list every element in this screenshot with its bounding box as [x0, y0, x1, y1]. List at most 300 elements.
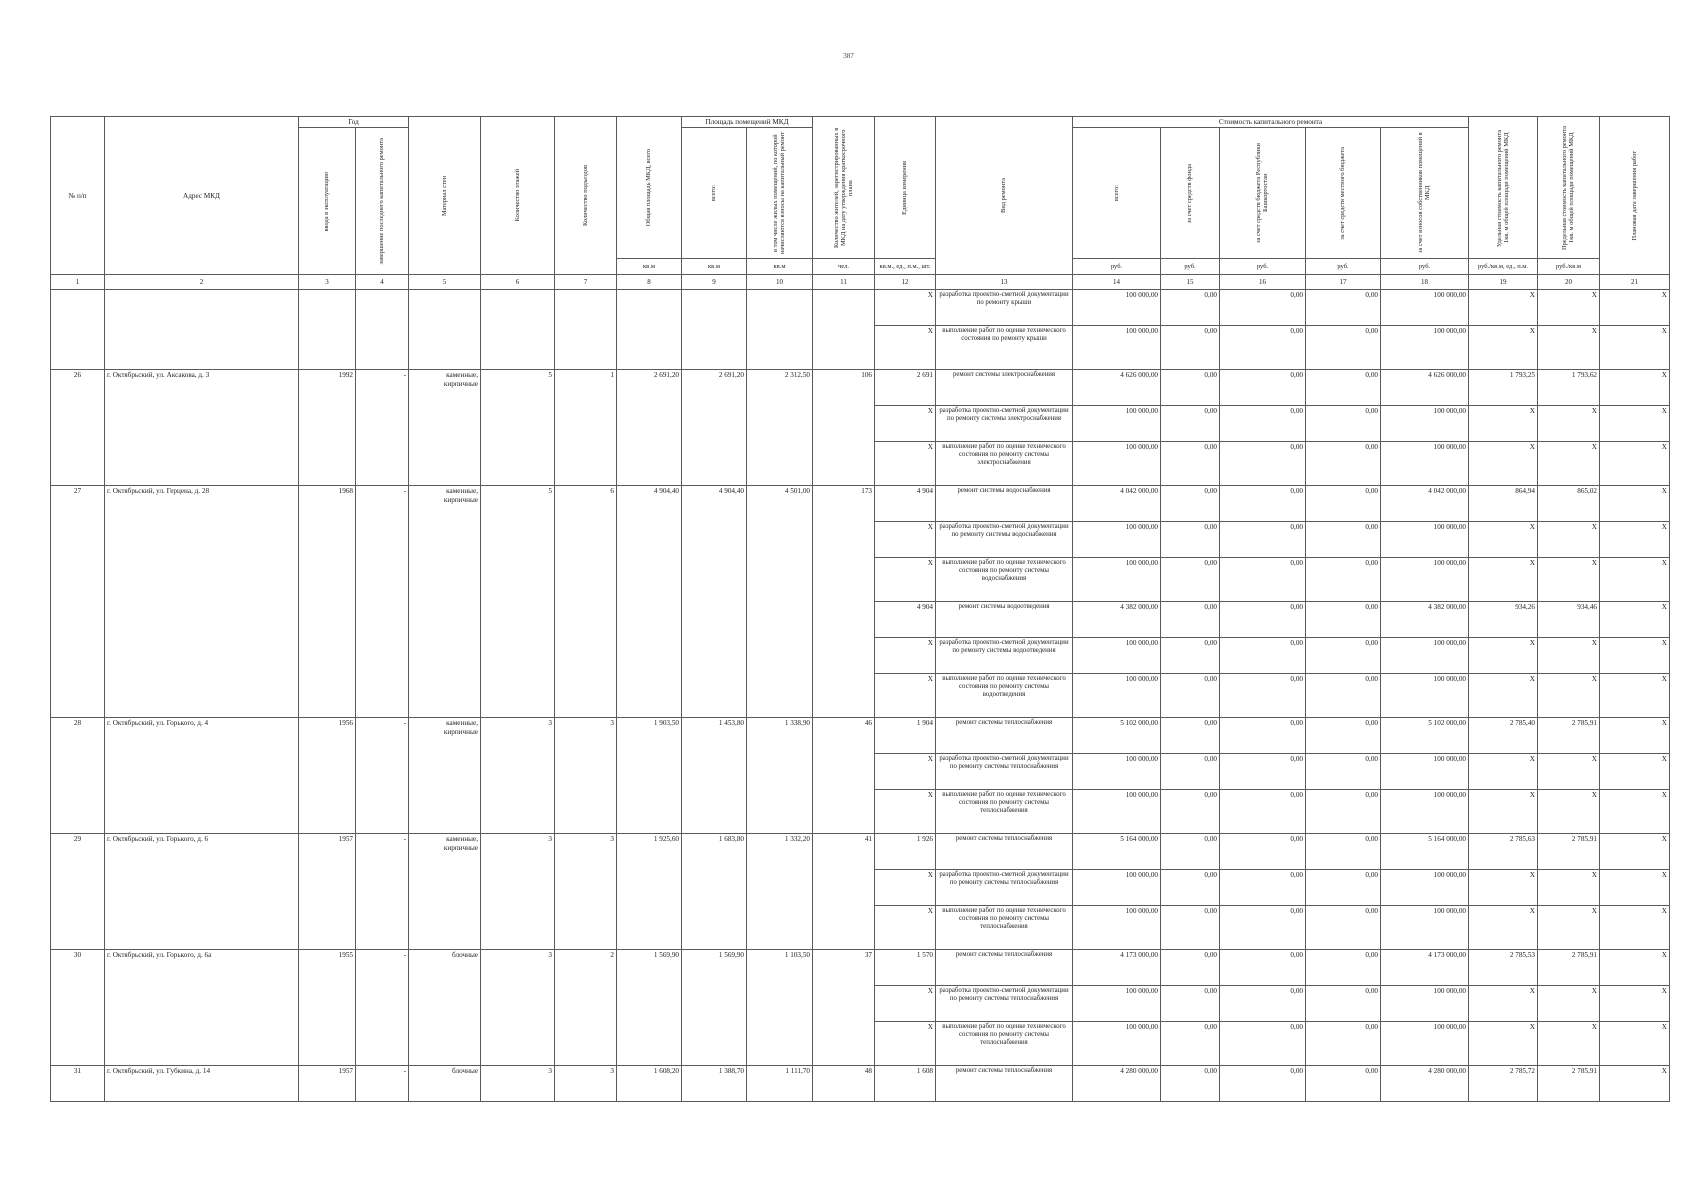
premises-area-fund-cell	[747, 290, 813, 370]
cost-local-cell: 0,00	[1306, 754, 1381, 790]
cost-fund-cell: 0,00	[1161, 1066, 1220, 1102]
unit-cost-cell: 2 785,53	[1469, 950, 1538, 986]
floors-cell: 3	[481, 718, 555, 834]
col-number: 12	[875, 275, 936, 290]
col-number: 2	[105, 275, 299, 290]
col-number: 21	[1600, 275, 1670, 290]
residents-cell: 37	[813, 950, 875, 1066]
entrances-cell: 2	[555, 950, 617, 1066]
col-number: 7	[555, 275, 617, 290]
unit-measures: кв.м., ед., п.м., шт.	[875, 259, 936, 275]
unit-cost-cell: 934,26	[1469, 602, 1538, 638]
entrances-cell: 1	[555, 370, 617, 486]
cost-fund-cell: 0,00	[1161, 718, 1220, 754]
col-work-type-header: Вид ремонта	[936, 117, 1073, 275]
cost-local-cell: 0,00	[1306, 1022, 1381, 1066]
total-area-cell: 2 691,20	[617, 370, 682, 486]
unit-volume-cell: X	[875, 522, 936, 558]
cost-republic-cell: 0,00	[1220, 986, 1306, 1022]
cost-republic-cell: 0,00	[1220, 754, 1306, 790]
deadline-cell: X	[1600, 718, 1670, 754]
unit-volume-cell: X	[875, 290, 936, 326]
premises-area-fund-cell: 1 103,50	[747, 950, 813, 1066]
year-last-repair-cell: -	[356, 834, 409, 950]
unit-volume-cell: X	[875, 790, 936, 834]
cost-republic-cell: 0,00	[1220, 718, 1306, 754]
deadline-cell: X	[1600, 754, 1670, 790]
col-number: 3	[299, 275, 356, 290]
residents-cell: 46	[813, 718, 875, 834]
work-type-cell: разработка проектно-сметной документации по ремонту системы электроснабжения	[936, 406, 1073, 442]
cost-republic-cell: 0,00	[1220, 870, 1306, 906]
cost-republic-cell: 0,00	[1220, 834, 1306, 870]
cost-owners-cell: 100 000,00	[1381, 290, 1469, 326]
cost-total-cell: 4 626 000,00	[1073, 370, 1161, 406]
cost-owners-cell: 100 000,00	[1381, 674, 1469, 718]
cost-republic-cell: 0,00	[1220, 370, 1306, 406]
cost-fund-cell: 0,00	[1161, 1022, 1220, 1066]
max-cost-cell: X	[1538, 986, 1600, 1022]
cost-total-cell: 100 000,00	[1073, 638, 1161, 674]
cost-owners-cell: 100 000,00	[1381, 906, 1469, 950]
year-commission-cell: 1957	[299, 834, 356, 950]
col-number: 15	[1161, 275, 1220, 290]
floors-cell: 5	[481, 370, 555, 486]
unit-cost-cell: X	[1469, 558, 1538, 602]
deadline-cell: X	[1600, 790, 1670, 834]
max-cost-cell: 2 785,91	[1538, 1066, 1600, 1102]
wall-material-cell: каменные, кирпичные	[409, 486, 481, 718]
work-type-cell: ремонт системы теплоснабжения	[936, 834, 1073, 870]
year-last-repair-cell: -	[356, 1066, 409, 1102]
cost-local-cell: 0,00	[1306, 442, 1381, 486]
unit-rub: руб.	[1161, 259, 1220, 275]
cost-owners-cell: 100 000,00	[1381, 406, 1469, 442]
work-type-cell: выполнение работ по оценке технического состояния по ремонту системы электроснабжения	[936, 442, 1073, 486]
floors-cell: 3	[481, 834, 555, 950]
floors-cell: 3	[481, 950, 555, 1066]
work-type-cell: ремонт системы электроснабжения	[936, 370, 1073, 406]
page-number: 387	[843, 52, 854, 60]
cost-fund-cell: 0,00	[1161, 674, 1220, 718]
address-cell	[105, 290, 299, 370]
cost-fund-cell: 0,00	[1161, 370, 1220, 406]
unit-rub: руб.	[1306, 259, 1381, 275]
floors-cell: 5	[481, 486, 555, 718]
total-area-cell: 4 904,40	[617, 486, 682, 718]
work-type-cell: выполнение работ по оценке технического состояния по ремонту крыши	[936, 326, 1073, 370]
address-cell: г. Октябрьский, ул. Горького, д. 6	[105, 834, 299, 950]
col-number: 8	[617, 275, 682, 290]
cost-total-cell: 100 000,00	[1073, 442, 1161, 486]
premises-area-fund-cell: 1 338,90	[747, 718, 813, 834]
cost-total-cell: 4 173 000,00	[1073, 950, 1161, 986]
work-type-cell: разработка проектно-сметной документации по ремонту системы водоотведения	[936, 638, 1073, 674]
col-max-cost-header: Предельная стоимость капитального ремонта 1кв. м общей площади помещений МКД	[1538, 117, 1600, 259]
cost-local-cell: 0,00	[1306, 406, 1381, 442]
deadline-cell: X	[1600, 326, 1670, 370]
cost-local-cell: 0,00	[1306, 870, 1381, 906]
cost-local-cell: 0,00	[1306, 522, 1381, 558]
cost-owners-cell: 100 000,00	[1381, 754, 1469, 790]
total-area-cell: 1 925,60	[617, 834, 682, 950]
cost-local-cell: 0,00	[1306, 370, 1381, 406]
cost-total-cell: 100 000,00	[1073, 558, 1161, 602]
unit-cost-cell: X	[1469, 754, 1538, 790]
row-number-cell	[51, 290, 105, 370]
unit-cost-cell: X	[1469, 906, 1538, 950]
cost-fund-cell: 0,00	[1161, 950, 1220, 986]
cost-total-cell: 100 000,00	[1073, 754, 1161, 790]
col-fund-header: за счет средств фонда	[1161, 128, 1220, 259]
col-number: 1	[51, 275, 105, 290]
unit-cost-cell: 864,94	[1469, 486, 1538, 522]
work-type-cell: разработка проектно-сметной документации по ремонту крыши	[936, 290, 1073, 326]
cost-owners-cell: 100 000,00	[1381, 790, 1469, 834]
col-number: 17	[1306, 275, 1381, 290]
entrances-cell: 3	[555, 718, 617, 834]
unit-volume-cell: 1 904	[875, 718, 936, 754]
col-address-header: Адрес МКД	[105, 117, 299, 275]
unit-volume-cell: X	[875, 442, 936, 486]
unit-cost-cell: 2 785,40	[1469, 718, 1538, 754]
deadline-cell: X	[1600, 406, 1670, 442]
cost-total-cell: 100 000,00	[1073, 906, 1161, 950]
unit-volume-cell: 4 904	[875, 602, 936, 638]
cost-total-cell: 4 280 000,00	[1073, 1066, 1161, 1102]
cost-owners-cell: 4 042 000,00	[1381, 486, 1469, 522]
year-last-repair-cell: -	[356, 718, 409, 834]
unit-cost-cell: X	[1469, 522, 1538, 558]
work-type-cell: ремонт системы водоотведения	[936, 602, 1073, 638]
deadline-cell: X	[1600, 486, 1670, 522]
max-cost-cell: 1 793,62	[1538, 370, 1600, 406]
max-cost-cell: X	[1538, 754, 1600, 790]
cost-owners-cell: 100 000,00	[1381, 1022, 1469, 1066]
unit-sqm: кв.м	[747, 259, 813, 275]
premises-area-cell: 1 683,80	[682, 834, 747, 950]
cost-local-cell: 0,00	[1306, 834, 1381, 870]
residents-cell: 106	[813, 370, 875, 486]
unit-volume-cell: 1 570	[875, 950, 936, 986]
cost-owners-cell: 100 000,00	[1381, 442, 1469, 486]
table-row	[51, 1066, 1670, 1102]
floors-cell: 3	[481, 1066, 555, 1102]
unit-sqm: кв.м	[617, 259, 682, 275]
unit-volume-cell: 4 904	[875, 486, 936, 522]
work-type-cell: выполнение работ по оценке технического состояния по ремонту системы водоснабжения	[936, 558, 1073, 602]
entrances-cell: 3	[555, 1066, 617, 1102]
cost-local-cell: 0,00	[1306, 486, 1381, 522]
unit-persons: чел.	[813, 259, 875, 275]
column-numbers-row	[51, 275, 1670, 290]
premises-area-fund-cell: 2 312,50	[747, 370, 813, 486]
cost-total-cell: 100 000,00	[1073, 674, 1161, 718]
wall-material-cell: блочные	[409, 1066, 481, 1102]
cost-owners-cell: 4 173 000,00	[1381, 950, 1469, 986]
table-body	[51, 290, 1670, 1102]
cost-fund-cell: 0,00	[1161, 558, 1220, 602]
deadline-cell: X	[1600, 1022, 1670, 1066]
cost-republic-cell: 0,00	[1220, 638, 1306, 674]
wall-material-cell: каменные, кирпичные	[409, 718, 481, 834]
col-unit-cost-header: Удельная стоимость капитального ремонта 1кв. м общей площади помещений МКД	[1469, 117, 1538, 259]
cost-total-cell: 4 042 000,00	[1073, 486, 1161, 522]
cost-local-cell: 0,00	[1306, 638, 1381, 674]
address-cell: г. Октябрьский, ул. Горького, д. 6а	[105, 950, 299, 1066]
col-number: 9	[682, 275, 747, 290]
max-cost-cell: X	[1538, 638, 1600, 674]
work-type-cell: разработка проектно-сметной документации по ремонту системы теплоснабжения	[936, 870, 1073, 906]
col-owners-header: за счет взносов собственников помещений в МКД	[1381, 128, 1469, 259]
address-cell: г. Октябрьский, ул. Герцена, д. 28	[105, 486, 299, 718]
cost-total-cell: 100 000,00	[1073, 522, 1161, 558]
wall-material-cell	[409, 290, 481, 370]
cost-local-cell: 0,00	[1306, 674, 1381, 718]
group-premises-area-header: Площадь помещений МКД	[682, 117, 813, 128]
premises-area-cell: 1 569,90	[682, 950, 747, 1066]
deadline-cell: X	[1600, 834, 1670, 870]
cost-republic-cell: 0,00	[1220, 558, 1306, 602]
col-unit-header: Единица измерения	[875, 117, 936, 259]
work-type-cell: выполнение работ по оценке технического состояния по ремонту системы теплоснабжения	[936, 790, 1073, 834]
cost-fund-cell: 0,00	[1161, 638, 1220, 674]
cost-republic-cell: 0,00	[1220, 950, 1306, 986]
work-type-cell: ремонт системы теплоснабжения	[936, 1066, 1073, 1102]
unit-cost-cell: X	[1469, 674, 1538, 718]
cost-republic-cell: 0,00	[1220, 1066, 1306, 1102]
total-area-cell	[617, 290, 682, 370]
unit-cost-cell: X	[1469, 986, 1538, 1022]
residents-cell: 41	[813, 834, 875, 950]
cost-local-cell: 0,00	[1306, 290, 1381, 326]
col-number: 6	[481, 275, 555, 290]
col-deadline-header: Плановая дата завершения работ	[1600, 117, 1670, 275]
col-number: 14	[1073, 275, 1161, 290]
cost-fund-cell: 0,00	[1161, 326, 1220, 370]
cost-republic-cell: 0,00	[1220, 486, 1306, 522]
col-num-header: № п/п	[51, 117, 105, 275]
premises-area-fund-cell: 1 111,70	[747, 1066, 813, 1102]
cost-local-cell: 0,00	[1306, 906, 1381, 950]
cost-owners-cell: 4 382 000,00	[1381, 602, 1469, 638]
year-commission-cell: 1956	[299, 718, 356, 834]
col-area-total-header: всего:	[682, 128, 747, 259]
cost-owners-cell: 4 280 000,00	[1381, 1066, 1469, 1102]
unit-cost-cell: X	[1469, 870, 1538, 906]
cost-republic-cell: 0,00	[1220, 406, 1306, 442]
cost-fund-cell: 0,00	[1161, 754, 1220, 790]
cost-owners-cell: 100 000,00	[1381, 638, 1469, 674]
premises-area-fund-cell: 4 501,00	[747, 486, 813, 718]
cost-fund-cell: 0,00	[1161, 834, 1220, 870]
cost-fund-cell: 0,00	[1161, 906, 1220, 950]
cost-owners-cell: 100 000,00	[1381, 986, 1469, 1022]
wall-material-cell: каменные, кирпичные	[409, 370, 481, 486]
deadline-cell: X	[1600, 986, 1670, 1022]
unit-volume-cell: 1 608	[875, 1066, 936, 1102]
max-cost-cell: 865,02	[1538, 486, 1600, 522]
max-cost-cell: X	[1538, 870, 1600, 906]
unit-volume-cell: X	[875, 638, 936, 674]
floors-cell	[481, 290, 555, 370]
unit-volume-cell: X	[875, 754, 936, 790]
group-cost-header: Стоимость капитального ремонта	[1073, 117, 1469, 128]
cost-local-cell: 0,00	[1306, 986, 1381, 1022]
deadline-cell: X	[1600, 674, 1670, 718]
unit-cost-cell: X	[1469, 638, 1538, 674]
deadline-cell: X	[1600, 442, 1670, 486]
col-local-header: за счет средств местного бюджета	[1306, 128, 1381, 259]
max-cost-cell: X	[1538, 1022, 1600, 1066]
row-number-cell: 27	[51, 486, 105, 718]
max-cost-cell: X	[1538, 326, 1600, 370]
residents-cell	[813, 290, 875, 370]
cost-republic-cell: 0,00	[1220, 442, 1306, 486]
col-number: 4	[356, 275, 409, 290]
unit-cost-cell: X	[1469, 1022, 1538, 1066]
col-number: 16	[1220, 275, 1306, 290]
cost-republic-cell: 0,00	[1220, 602, 1306, 638]
premises-area-cell: 1 453,80	[682, 718, 747, 834]
address-cell: г. Октябрьский, ул. Аксакова, д. 3	[105, 370, 299, 486]
work-type-cell: ремонт системы теплоснабжения	[936, 718, 1073, 754]
col-floors-header: Количество этажей	[481, 117, 555, 275]
cost-local-cell: 0,00	[1306, 326, 1381, 370]
year-last-repair-cell: -	[356, 370, 409, 486]
cost-local-cell: 0,00	[1306, 602, 1381, 638]
col-entrances-header: Количество подъездов	[555, 117, 617, 275]
col-number: 11	[813, 275, 875, 290]
col-republic-header: за счет средств бюджета Республики Башкортостан	[1220, 128, 1306, 259]
work-type-cell: выполнение работ по оценке технического состояния по ремонту системы теплоснабжения	[936, 1022, 1073, 1066]
col-cost-total-header: всего:	[1073, 128, 1161, 259]
group-year-header: Год	[299, 117, 409, 128]
unit-rub: руб.	[1381, 259, 1469, 275]
row-number-cell: 31	[51, 1066, 105, 1102]
unit-cost-cell: X	[1469, 290, 1538, 326]
col-wall-material-header: Материал стен	[409, 117, 481, 275]
unit-cost-cell: X	[1469, 326, 1538, 370]
cost-fund-cell: 0,00	[1161, 602, 1220, 638]
year-commission-cell: 1957	[299, 1066, 356, 1102]
unit-rub: руб.	[1073, 259, 1161, 275]
unit-volume-cell: 2 691	[875, 370, 936, 406]
deadline-cell: X	[1600, 522, 1670, 558]
unit-rub: руб.	[1220, 259, 1306, 275]
address-cell: г. Октябрьский, ул. Губкина, д. 14	[105, 1066, 299, 1102]
wall-material-cell: блочные	[409, 950, 481, 1066]
cost-owners-cell: 100 000,00	[1381, 558, 1469, 602]
year-last-repair-cell: -	[356, 950, 409, 1066]
table-row	[51, 718, 1670, 754]
row-number-cell: 26	[51, 370, 105, 486]
unit-volume-cell: X	[875, 906, 936, 950]
unit-cost-cell: X	[1469, 442, 1538, 486]
cost-republic-cell: 0,00	[1220, 790, 1306, 834]
cost-owners-cell: 5 102 000,00	[1381, 718, 1469, 754]
deadline-cell: X	[1600, 558, 1670, 602]
cost-total-cell: 100 000,00	[1073, 870, 1161, 906]
year-commission-cell: 1968	[299, 486, 356, 718]
cost-fund-cell: 0,00	[1161, 442, 1220, 486]
max-cost-cell: 2 785,91	[1538, 834, 1600, 870]
max-cost-cell: X	[1538, 406, 1600, 442]
cost-total-cell: 5 164 000,00	[1073, 834, 1161, 870]
cost-total-cell: 100 000,00	[1073, 986, 1161, 1022]
work-type-cell: разработка проектно-сметной документации по ремонту системы теплоснабжения	[936, 986, 1073, 1022]
col-number: 19	[1469, 275, 1538, 290]
cost-republic-cell: 0,00	[1220, 906, 1306, 950]
unit-volume-cell: X	[875, 870, 936, 906]
cost-fund-cell: 0,00	[1161, 406, 1220, 442]
cost-total-cell: 100 000,00	[1073, 406, 1161, 442]
unit-rub-per-sqm: руб./кв.м	[1538, 259, 1600, 275]
unit-volume-cell: X	[875, 1022, 936, 1066]
col-number: 5	[409, 275, 481, 290]
col-total-area-header: Общая площадь МКД, всего	[617, 117, 682, 259]
cost-owners-cell: 5 164 000,00	[1381, 834, 1469, 870]
deadline-cell: X	[1600, 950, 1670, 986]
year-commission-cell	[299, 290, 356, 370]
cost-local-cell: 0,00	[1306, 718, 1381, 754]
work-type-cell: выполнение работ по оценке технического состояния по ремонту системы водоотведения	[936, 674, 1073, 718]
max-cost-cell: X	[1538, 522, 1600, 558]
unit-volume-cell: X	[875, 674, 936, 718]
unit-volume-cell: 1 926	[875, 834, 936, 870]
entrances-cell: 3	[555, 834, 617, 950]
table-row	[51, 290, 1670, 326]
row-number-cell: 28	[51, 718, 105, 834]
unit-cost-cell: X	[1469, 790, 1538, 834]
deadline-cell: X	[1600, 638, 1670, 674]
col-year-commission-header: ввода в эксплуатацию	[299, 128, 356, 275]
max-cost-cell: 934,46	[1538, 602, 1600, 638]
work-type-cell: разработка проектно-сметной документации по ремонту системы водоснабжения	[936, 522, 1073, 558]
cost-total-cell: 4 382 000,00	[1073, 602, 1161, 638]
table-row	[51, 486, 1670, 522]
deadline-cell: X	[1600, 602, 1670, 638]
premises-area-cell: 2 691,20	[682, 370, 747, 486]
unit-rub-per-measure: руб./кв.м, ед., п.м.	[1469, 259, 1538, 275]
total-area-cell: 1 608,20	[617, 1066, 682, 1102]
entrances-cell	[555, 290, 617, 370]
cost-republic-cell: 0,00	[1220, 522, 1306, 558]
total-area-cell: 1 569,90	[617, 950, 682, 1066]
deadline-cell: X	[1600, 1066, 1670, 1102]
cost-republic-cell: 0,00	[1220, 1022, 1306, 1066]
cost-local-cell: 0,00	[1306, 1066, 1381, 1102]
work-type-cell: разработка проектно-сметной документации по ремонту системы теплоснабжения	[936, 754, 1073, 790]
col-area-in-fund-header: в том числе жилых помещений, по которой начисляются взносы на капитальный ремонт	[747, 128, 813, 259]
col-number: 13	[936, 275, 1073, 290]
unit-cost-cell: 1 793,25	[1469, 370, 1538, 406]
max-cost-cell: X	[1538, 790, 1600, 834]
premises-area-cell: 4 904,40	[682, 486, 747, 718]
cost-fund-cell: 0,00	[1161, 522, 1220, 558]
unit-volume-cell: X	[875, 558, 936, 602]
year-commission-cell: 1955	[299, 950, 356, 1066]
max-cost-cell: X	[1538, 906, 1600, 950]
table-row	[51, 834, 1670, 870]
premises-area-fund-cell: 1 332,20	[747, 834, 813, 950]
cost-total-cell: 100 000,00	[1073, 290, 1161, 326]
unit-volume-cell: X	[875, 986, 936, 1022]
cost-total-cell: 100 000,00	[1073, 326, 1161, 370]
residents-cell: 48	[813, 1066, 875, 1102]
cost-total-cell: 100 000,00	[1073, 1022, 1161, 1066]
row-number-cell: 29	[51, 834, 105, 950]
